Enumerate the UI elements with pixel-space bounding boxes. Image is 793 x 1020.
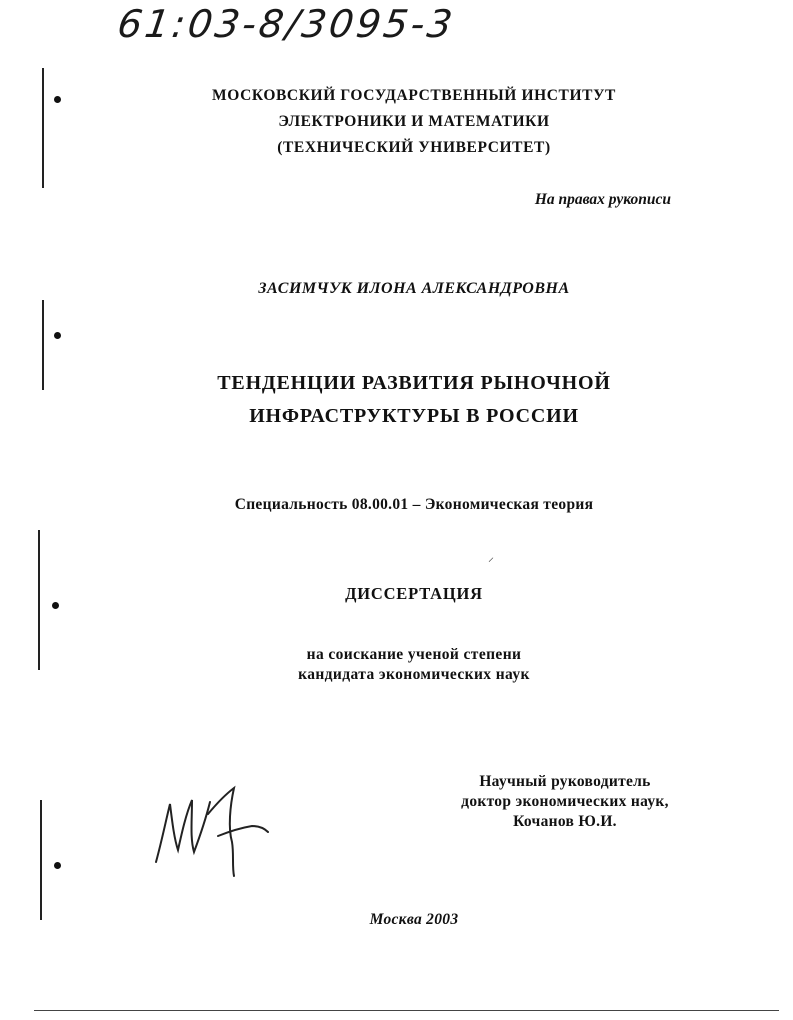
title-line-1: ТЕНДЕНЦИИ РАЗВИТИЯ РЫНОЧНОЙ [217, 372, 611, 394]
scan-edge-line [34, 1010, 779, 1011]
dissertation-title [0, 367, 793, 433]
document-type: ДИССЕРТАЦИЯ [345, 584, 483, 603]
title-line-2: ИНФРАСТРУКТУРЫ В РОССИИ [249, 405, 579, 427]
institute-line-2: ЭЛЕКТРОНИКИ И МАТЕМАТИКИ [278, 113, 550, 130]
institute-line-1: МОСКОВСКИЙ ГОСУДАРСТВЕННЫЙ ИНСТИТУТ [212, 87, 616, 104]
specialty: Специальность 08.00.01 – Экономическая теория [234, 496, 594, 513]
degree-statement [0, 645, 793, 685]
supervisor-block [392, 772, 738, 832]
institute-name [0, 83, 793, 161]
binding-dot [54, 332, 61, 339]
author-name: ЗАСИМЧУК ИЛОНА АЛЕКСАНДРОВНА [258, 280, 570, 297]
binding-dot [54, 862, 61, 869]
supervisor-role: Научный руководитель [479, 773, 651, 790]
manuscript-note: На правах рукописи [534, 191, 671, 208]
city-year: Москва 2003 [369, 911, 459, 928]
archive-number: 61:03-8/3095-3 [114, 2, 458, 46]
degree-line-1: на соискание ученой степени [306, 646, 522, 663]
binding-line [40, 800, 42, 920]
supervisor-degree: доктор экономических наук, [461, 793, 669, 810]
institute-line-3: (ТЕХНИЧЕСКИЙ УНИВЕРСИТЕТ) [277, 139, 551, 156]
scan-mark: ⸝ [488, 550, 495, 564]
signature-icon [148, 780, 278, 880]
supervisor-name: Кочанов Ю.И. [513, 813, 617, 830]
degree-line-2: кандидата экономических наук [298, 666, 530, 683]
